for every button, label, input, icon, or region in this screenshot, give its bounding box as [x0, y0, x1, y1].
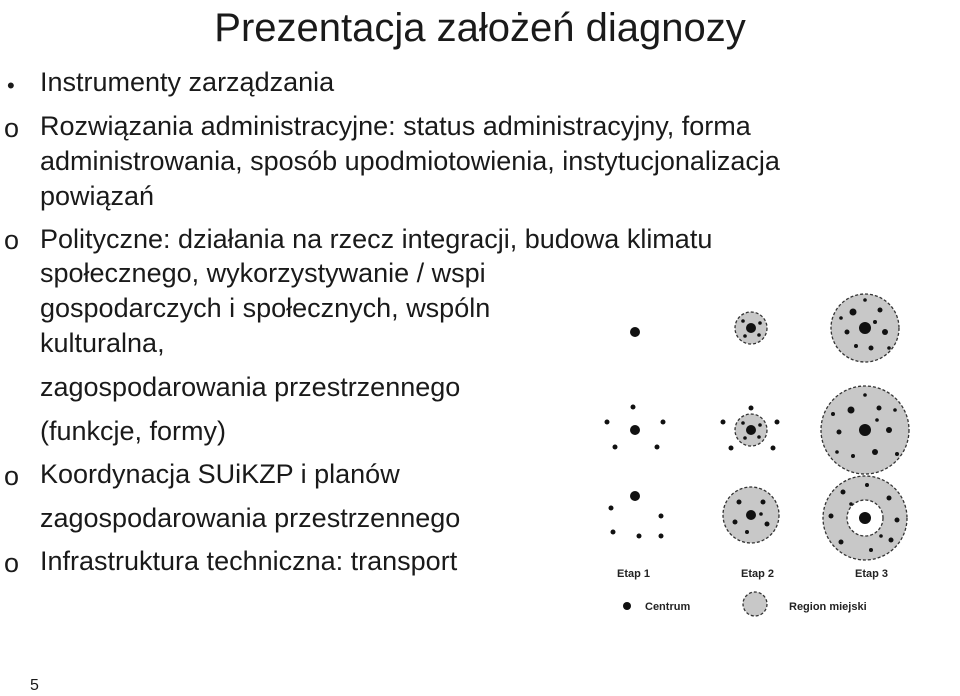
stage-label-2: Etap 2: [741, 568, 775, 580]
sub-bullet-administrative-cont: powiązań: [40, 181, 155, 211]
sub-bullet-marker: o: [4, 113, 20, 143]
sub-bullet-administrative-cont: administrowania, sposób upodmiotowienia, instytucjonalizacja: [40, 146, 780, 176]
legend-center-label: Centrum: [645, 601, 691, 613]
slide-title: Prezentacja założeń diagnozy: [214, 6, 746, 50]
center-dot: [630, 327, 640, 337]
stage-row-2: [605, 386, 910, 474]
sub-bullet-political-cont: zagospodarowania przestrzennego: [40, 372, 461, 402]
sub-bullet-political-cont: społecznego, wykorzystywanie / wspi: [40, 258, 486, 288]
sub-bullet-political-cont: kulturalna,: [40, 328, 165, 358]
sub-bullet-marker: o: [4, 548, 20, 578]
legend-region-label: Region miejski: [789, 601, 867, 613]
bullet-instruments: Instrumenty zarządzania: [40, 67, 335, 97]
sub-bullet-coordination: Koordynacja SUiKZP i planów: [40, 459, 400, 489]
sub-bullet-political-cont: gospodarczych i społecznych, wspóln: [40, 293, 491, 323]
sub-bullet-political: Polityczne: działania na rzecz integracji, budowa klimatu: [40, 224, 713, 254]
sub-bullet-coordination-cont: zagospodarowania przestrzennego: [40, 503, 461, 533]
stage-row-1: [630, 294, 899, 362]
sub-bullet-marker: o: [4, 225, 20, 255]
stage-label-1: Etap 1: [617, 568, 651, 580]
legend-region-swatch: [743, 592, 767, 616]
legend-center-dot: [623, 602, 631, 610]
diagram-legend: [623, 592, 867, 616]
sub-bullet-marker: o: [4, 461, 20, 491]
stage-label-3: Etap 3: [855, 568, 889, 580]
bullet-marker: •: [7, 73, 15, 98]
sub-bullet-administrative: Rozwiązania administracyjne: status administracyjny, forma: [40, 111, 751, 141]
stage-row-3: [609, 476, 908, 560]
sub-bullet-political-cont: (funkcje, formy): [40, 416, 227, 446]
page-number: 5: [30, 677, 39, 694]
sub-bullet-infrastructure: Infrastruktura techniczna: transport: [40, 546, 458, 576]
urbanization-stages-diagram: [575, 270, 960, 640]
